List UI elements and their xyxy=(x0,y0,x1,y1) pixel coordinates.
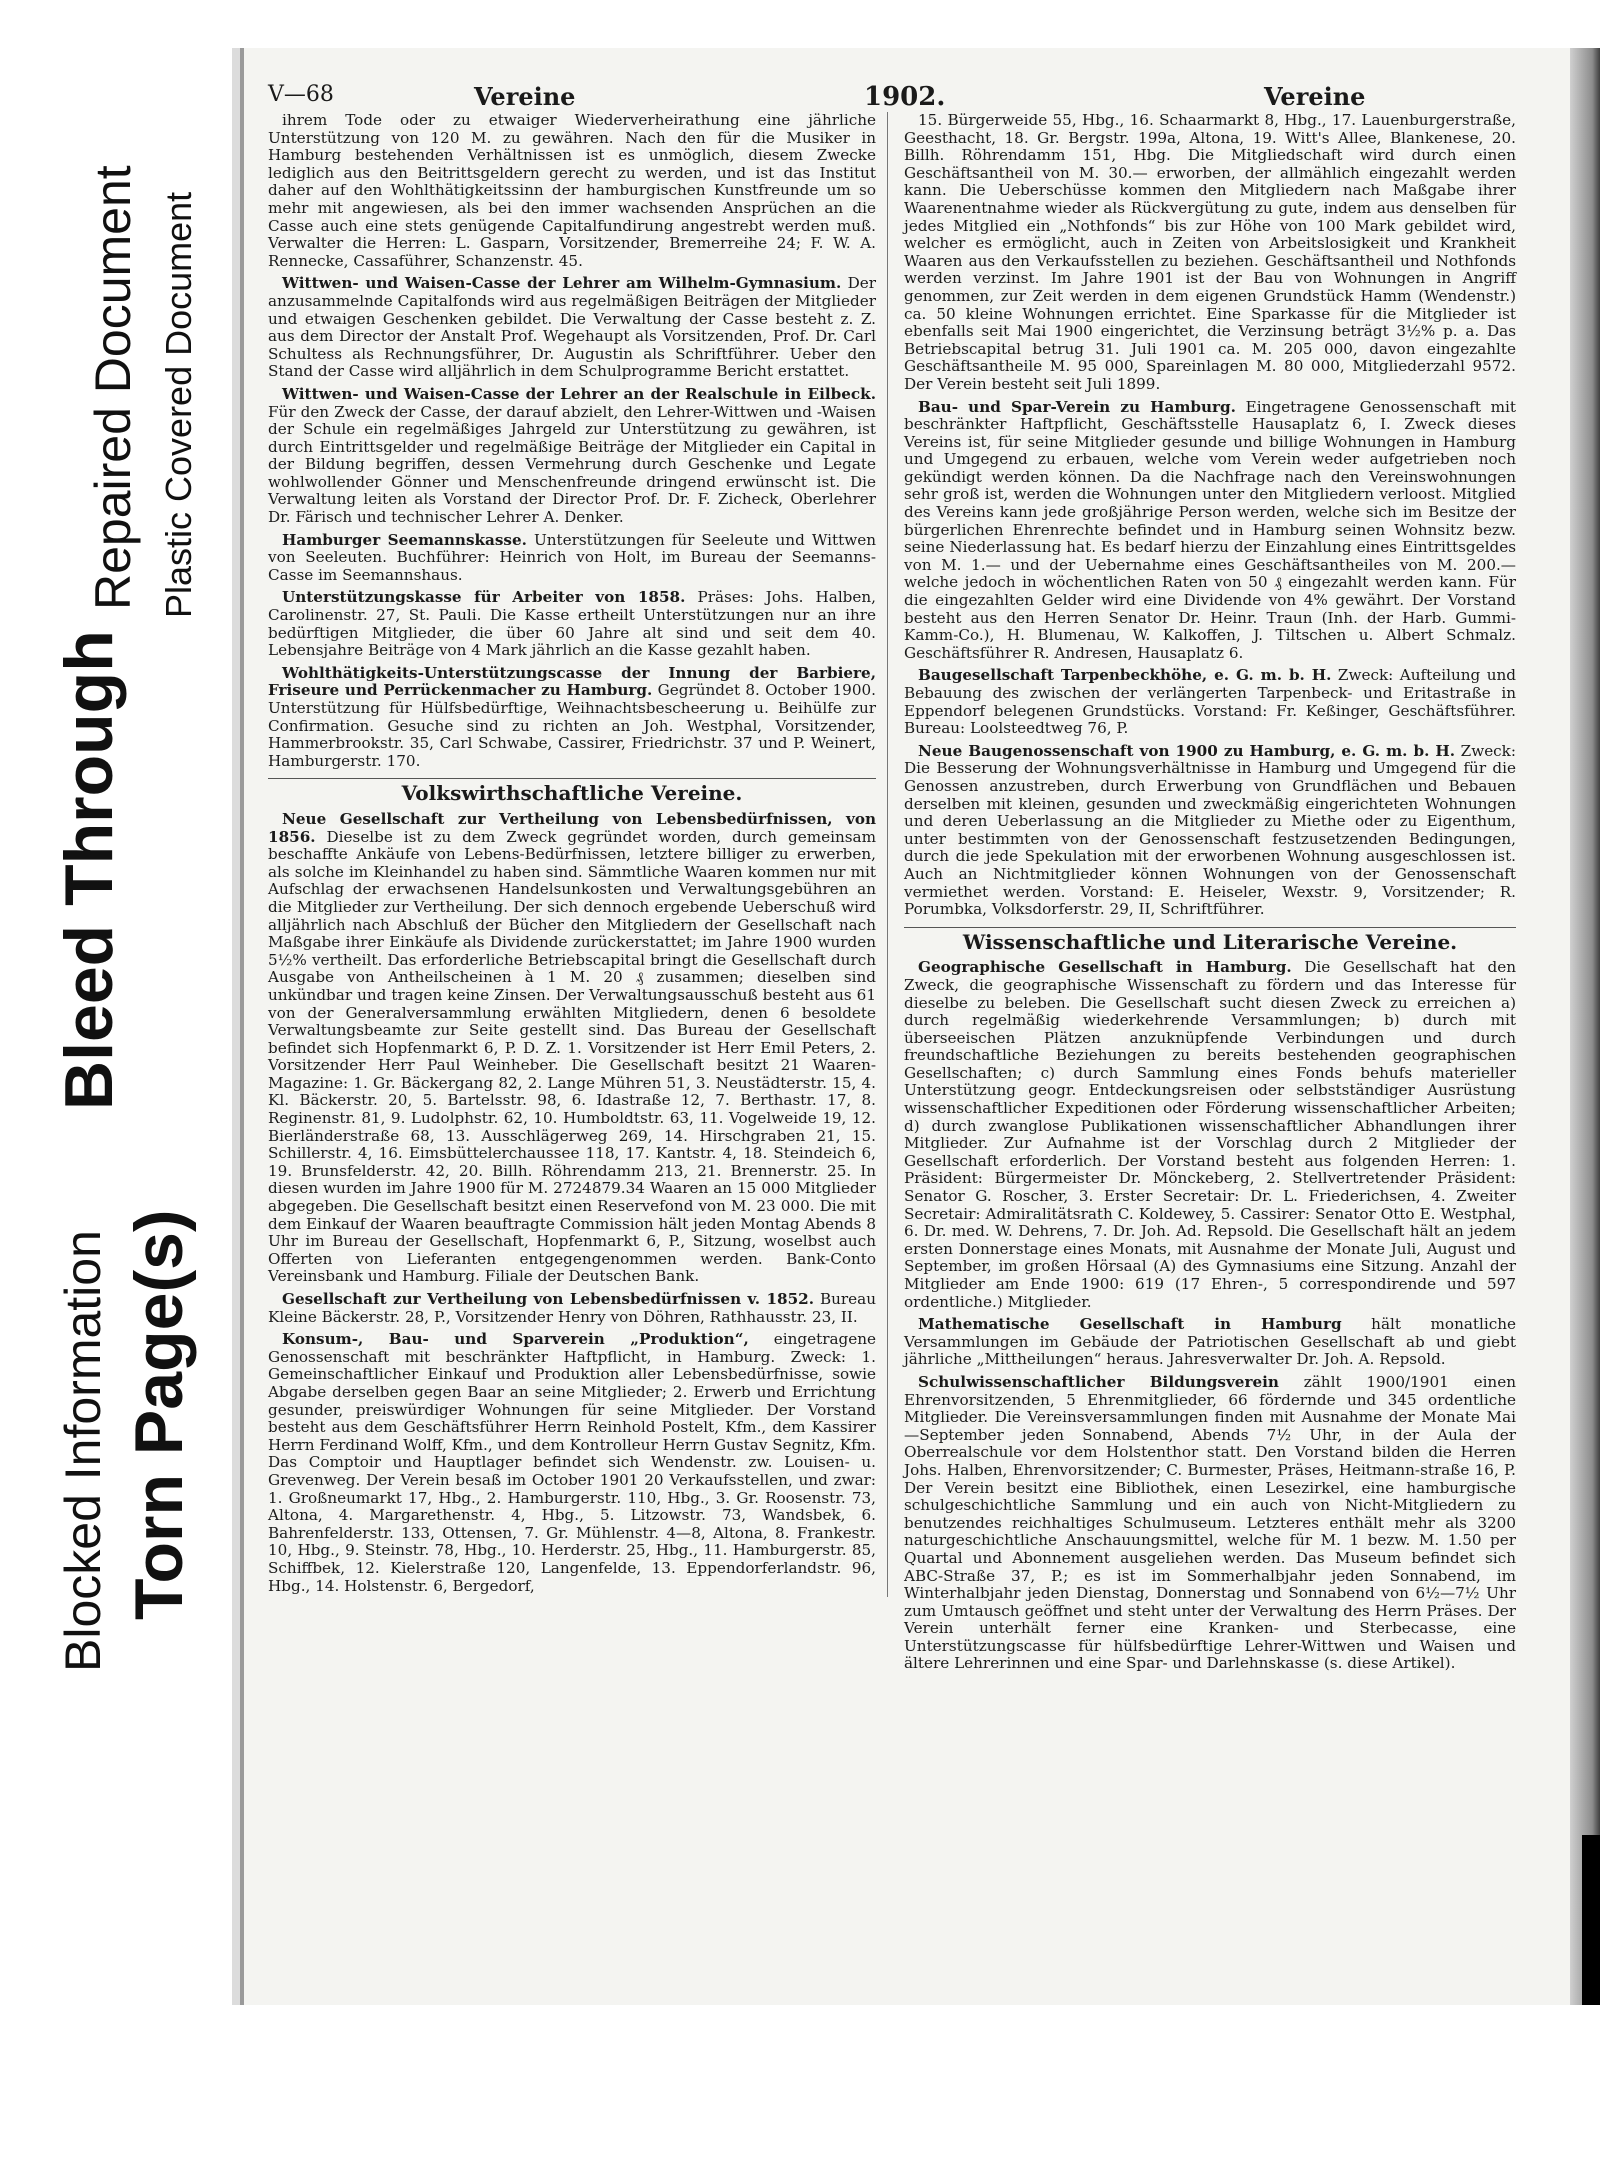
page-edge-shadow xyxy=(1570,48,1600,2005)
scanned-page xyxy=(232,48,1600,2005)
label-plastic-covered: Plastic Covered Document xyxy=(158,191,199,618)
entry-heading: Mathematische Gesellschaft in Hamburg xyxy=(918,1315,1342,1334)
entry-text: Für den Zweck der Casse, der darauf abzielt, den Lehrer-Wittwen und -Waisen der Schule ein regelmäßiges Jahrgeld zur Unterstützung zu gewähren, ist durch Eintrittsgelder und regelmäßige Beiträge der Mitglieder ein Capital in der Bildung begriffen, dessen Vermehrung durch Geschenke und Legate wohlwollender Gönner und Menschenfreunde dringend erwünscht ist. Die Verwaltung leiten als Vorstand der Director Prof. Dr. F. Zicheck, Oberlehrer Dr. Färisch und technischer Lehrer A. Denker. xyxy=(268,402,876,527)
entry-text: Unterstützungen für Seeleute und Wittwen von Seeleuten. Buchführer: Heinrich von Holt, im Bureau der Seemanns-Casse im Seemannshaus. xyxy=(268,530,876,584)
entry-paragraph xyxy=(268,665,876,771)
entry-heading: Neue Gesellschaft zur Vertheilung von Lebensbedürfnissen, von 1856. xyxy=(268,809,876,846)
entry-heading: Schulwissenschaftlicher Bildungsverein xyxy=(918,1372,1279,1391)
entry-text: 15. Bürgerweide 55, Hbg., 16. Schaarmarkt 8, Hbg., 17. Lauenburgerstraße, Geesthacht, 18. Gr. Bergstr. 199a, Altona, 19. Witt's Allee, Blankenese, 20. Billh. Röhrendamm 151, Hbg. Die Mitgliedschaft wird durch einen Geschäftsantheil von M. 30.— erworben, der allmählich eingezahlt werden kann. Die Ueberschüsse kommen den Mitgliedern nach Maßgabe ihrer Waarenentnahme wieder als Rückvergütung zu gute, indem aus denselben für jedes Mitglied ein „Nothfonds“ bis zur Höhe von 100 Mark gebildet wird, welcher es ermöglicht, auch in Zeiten von Arbeitslosigkeit und Krankheit Waaren aus den Verkaufsstellen zu beziehen. Geschäftsantheil und Nothfonds werden verzinst. Im Jahre 1901 ist der Bau von Wohnungen in Angriff genommen, zur Zeit werden in dem eigenen Grundstück Hamm (Wendenstr.) ca. 50 kleine Wohnungen errichtet. Eine Sparkasse für die Mitglieder ist ebenfalls seit Mai 1900 eingerichtet, die Verzinsung beträgt 3½% p. a. Das Betriebscapital betrug 31. Juli 1901 ca. M. 205 000, davon eingezahlte Geschäftsantheile M. 95 000, Spareinlagen M. 80 000, Mitgliederzahl 9572. Der Verein besteht seit Juli 1899. xyxy=(904,111,1516,393)
entry-paragraph xyxy=(904,743,1516,919)
entry-text: Gegründet 8. October 1900. Unterstützung für Hülfsbedürftige, Weihnachtsbescheerung u. Beihülfe zur Confirmation. Gesuche sind zu richten an Joh. Westphal, Vorsitzender, Hammerbrookstr. 35, Carl Schwabe, Cassirer, Friedrichstr. 37 und P. Weinert, Hamburgerstr. 170. xyxy=(268,681,877,770)
entry-heading: Wittwen- und Waisen-Casse der Lehrer an der Realschule in Eilbeck. xyxy=(282,384,876,403)
entry-paragraph xyxy=(904,667,1516,737)
section-heading: Volkswirthschaftliche Vereine. xyxy=(268,778,876,803)
entry-text: Präses: Johs. Halben, Carolinenstr. 27, St. Pauli. Die Kasse ertheilt Unterstützungen nur an ihre bedürftigen Mitglieder, die über 60 Jahre alt sind und seit dem 40. Lebensjahre Beiträge von 4 Mark jährlich an die Kasse gezahlt haben. xyxy=(268,588,876,660)
label-repaired-document: Repaired Document xyxy=(85,165,141,610)
entry-heading: Wohlthätigkeits-Unterstützungscasse der Innung der Barbiere, Friseure und Perrückenmacher zu Hamburg. xyxy=(268,663,876,700)
entry-heading: Neue Baugenossenschaft von 1900 zu Hamburg, e. G. m. b. H. xyxy=(918,741,1456,760)
entry-paragraph xyxy=(268,589,876,659)
entry-text: eingetragene Genossenschaft mit beschränkter Haftpflicht, in Hamburg. Zweck: 1. Gemeinschaftlicher Einkauf und Produktion aller Lebensbedürfnisse, sowie Abgabe derselben gegen Baar an seine Mitglieder; 2. Erwerb und Errichtung gesunder, preiswürdiger Wohnungen für seine Mitglieder. Der Vorstand besteht aus dem Geschäftsführer Herrn Reinhold Postelt, Kfm., dem Kassirer Herrn Ferdinand Wolff, Kfm., und dem Kontrolleur Herrn Gustav Segnitz, Kfm. Das Comptoir und Hauptlager befindet sich Wendenstr. zw. Louisen- u. Grevenweg. Der Verein besaß im October 1901 20 Verkaufsstellen, und zwar: 1. Großneumarkt 17, Hbg., 2. Hamburgerstr. 110, Hbg., 3. Gr. Roosenstr. 73, Altona, 4. Margarethenstr. 4, Hbg., 5. Litzowstr. 73, Wandsbek, 6. Bahrenfelderstr. 133, Ottensen, 7. Gr. Mühlenstr. 4—8, Altona, 8. Frankestr. 10, Hbg., 9. Steinstr. 78, Hbg., 10. Herderstr. 25, Hbg., 11. Hamburgerstr. 85, Schiffbek, 12. Kielerstraße 120, Langenfelde, 13. Eppendorferlandstr. 96, Hbg., 14. Holstenstr. 6, Bergedorf, xyxy=(268,1330,877,1595)
entry-heading: Wittwen- und Waisen-Casse der Lehrer am Wilhelm-Gymnasium. xyxy=(282,274,842,293)
entry-text: Zweck: Aufteilung und Bebauung des zwischen der verlängerten Tarpenbeck- und Eritastraße in Eppendorf belegenen Grundstücks. Vorstand: Fr. Keßinger, Geschäftsführer. Bureau: Loolsteedtweg 76, P. xyxy=(904,666,1516,738)
section-heading: Wissenschaftliche und Literarische Vereine. xyxy=(904,927,1516,952)
entry-text: Dieselbe ist zu dem Zweck gegründet worden, durch gemeinsam beschaffte Ankäufe von Lebens-Bedürfnissen, letztere billiger zu erwerben, als solche im Kleinhandel zu haben sind. Sämmtliche Waaren kommen nur mit Aufschlag der erwachsenen Handelsunkosten und Verwaltungsgebühren an die Mitglieder zur Vertheilung. Der sich dennoch ergebende Ueberschuß wird alljährlich nach Abschluß der Bücher den Mitgliedern der Gesellschaft nach Maßgabe ihrer Einkäufe als Dividende zurückerstattet; im Jahre 1900 wurden 5½% vertheilt. Das erforderliche Betriebscapital bringt die Gesellschaft durch Ausgabe von Antheilscheinen à 1 M. 20 ₰ zusammen; dieselben sind unkündbar und tragen keine Zinsen. Der Verwaltungsausschuß besteht aus 61 von der Generalversammlung erwählten Mitgliedern, denen 6 besoldete Verwaltungsbeamte zur Seite gestellt sind. Das Bureau der Gesellschaft befindet sich Hopfenmarkt 6, P. D. Z. 1. Vorsitzender ist Herr Emil Peters, 2. Vorsitzender Herr Paul Weinheber. Die Gesellschaft besitzt 21 Waaren-Magazine: 1. Gr. Bäckergang 82, 2. Lange Mühren 51, 3. Neustädterstr. 15, 4. Kl. Bäckerstr. 20, 5. Bartelsstr. 98, 6. Idastraße 12, 7. Berthastr. 17, 8. Reginenstr. 81, 9. Ludolphstr. 62, 10. Humboldtstr. 63, 11. Vogelweide 19, 12. Bierländerstraße 68, 13. Ausschlägerweg 269, 14. Hirschgraben 21, 15. Schillerstr. 4, 16. Eimsbüttelerchaussee 118, 17. Kantstr. 4, 18. Steindeich 6, 19. Brunsfelderstr. 42, 20. Billh. Röhrendamm 213, 21. Brennerstr. 25. In diesen wurden im Jahre 1900 für M. 2724879.34 Waaren an 15 000 Mitglieder abgegeben. Die Gesellschaft besitzt einen Reservefond von M. 23 000. Die mit dem Einkauf der Waaren beauftragte Commission hält jeden Montag Abends 8 Uhr im Bureau der Gesellschaft, Hopfenmarkt 6, P., Sitzung, woselbst auch Offerten von Lieferanten entgegengenommen werden. Bank-Conto Vereinsbank und Hamburg. Filiale der Deutschen Bank. xyxy=(268,827,876,1286)
entry-text: Zweck: Die Besserung der Wohnungsverhältnisse in Hamburg und Umgegend für die Genossen anzustreben, durch Erwerbung von Grundflächen und Bebauen derselben mit kleinen, gesunden und zweckmäßig eingerichteten Wohnungen und deren Ueberlassung an die Mitglieder zu Miethe oder zu Eigenthum, unter bestimmten von der Genossenschaft festzusetzenden Bedingungen, durch die jede Spekulation mit der erworbenen Wohnung ausgeschlossen ist. Auch an Nichtmitglieder können Wohnungen von der Genossenschaft vermiethet werden. Vorstand: E. Heiseler, Wexstr. 9, Vorsitzender; R. Porumbka, Volksdorferstr. 29, II, Schriftführer. xyxy=(904,741,1517,919)
entry-heading: Unterstützungskasse für Arbeiter von 1858. xyxy=(282,588,686,607)
entry-text: Der anzusammelnde Capitalfonds wird aus regelmäßigen Beiträgen der Mitglieder und etwaigen Geschenken gebildet. Die Verwaltung der Casse besteht z. Z. aus dem Director der Anstalt Prof. Wegehaupt als Vorsitzenden, Prof. Dr. Carl Schultess als Rechnungsführer, Dr. Augustin als Schriftführer. Ueber den Stand der Casse wird alljährlich in dem Schulprogramme Bericht erstattet. xyxy=(268,274,876,381)
entry-paragraph xyxy=(268,532,876,585)
entry-heading: Baugesellschaft Tarpenbeckhöhe, e. G. m. b. H. xyxy=(918,666,1332,685)
entry-paragraph xyxy=(904,1374,1516,1673)
label-torn-pages: Torn Page(s) xyxy=(121,1209,197,1620)
entry-text: hält monatliche Versammlungen im Gebäude der Patriotischen Gesellschaft ab und giebt jährliche „Mittheilungen“ heraus. Jahresverwalter Dr. Joh. A. Repsold. xyxy=(904,1315,1517,1369)
entry-paragraph xyxy=(268,275,876,381)
column-divider xyxy=(887,112,888,1597)
entry-heading: Konsum-, Bau- und Sparverein „Produktion“, xyxy=(282,1330,749,1349)
entry-text: Eingetragene Genossenschaft mit beschränkter Haftpflicht, Geschäftsstelle Hausaplatz 6, I. Zweck dieses Vereins ist, für seine Mitglieder gesunde und billige Wohnungen in Hamburg und Umgegend zu erbauen, welche vom Verein weder aufgetrieben noch gekündigt werden können. Da die Nachfrage nach den Vereinswohnungen sehr groß ist, werden die Wohnungen unter den Mitgliedern verloost. Mitglied des Vereins kann jede großjährige Person werden, welche sich im Besitze der bürgerlichen Ehrenrechte befindet und in Hamburg seinen Wohnsitz bezw. seine Niederlassung hat. Es bedarf hierzu der Einzahlung eines Eintrittsgeldes von M. 1.— und der Uebernahme eines Geschäftsantheiles von M. 200.— welche jedoch in wöchentlichen Raten von 50 ₰ eingezahlt werden kann. Für die eingezahlten Gelder wird eine Dividende von 4% gewährt. Der Vorstand besteht aus den Herren Senator Dr. Heinr. Traun (Inh. der Harb. Gummi-Kamm-Co.), H. Blumenau, W. Kalkoffen, J. Tiltschen u. Albert Schmalz. Geschäftsführer R. Andresen, Hausaplatz 6. xyxy=(904,397,1516,662)
entry-paragraph xyxy=(904,1316,1516,1369)
entry-text: Bureau Kleine Bäckerstr. 28, P., Vorsitzender Henry von Döhren, Rathhausstr. 23, II. xyxy=(268,1290,876,1326)
running-year: 1902. xyxy=(864,82,946,112)
entry-heading: Bau- und Spar-Verein zu Hamburg. xyxy=(918,397,1236,416)
entry-paragraph xyxy=(268,811,876,1286)
entry-heading: Gesellschaft zur Vertheilung von Lebensbedürfnissen v. 1852. xyxy=(282,1290,815,1308)
entry-text: ihrem Tode oder zu etwaiger Wiederverheirathung eine jährliche Unterstützung von 120 M. zu gewähren. Nach den für die Musiker in Hamburg bestehenden Verhältnissen ist es unmöglich, diesem Zwecke lediglich aus den Beitrittsgeldern gerecht zu werden, und ist das Institut daher auf den Wohlthätigkeitssinn der hamburgischen Kunstfreunde um so mehr mit angewiesen, als bei den immer wachsenden Ansprüchen an die Casse auch eine stets genügende Capitalfundirung angestrebt werden muß. Verwalter die Herren: L. Gasparn, Vorsitzender, Bremerreihe 24; F. W. A. Rennecke, Cassaführer, Schanzenstr. 45. xyxy=(268,111,876,270)
entry-paragraph xyxy=(268,1331,876,1595)
entry-paragraph xyxy=(904,959,1516,1311)
label-bleed-through: Bleed Through xyxy=(51,630,127,1110)
entry-text: zählt 1900/1901 einen Ehrenvorsitzenden, 5 Ehrenmitglieder, 66 fördernde und 345 ordentliche Mitglieder. Die Vereinsversammlungen finden mit Ausnahme der Monate Mai—September jeden Sonnabend, Abends 7½ Uhr, in der Aula der Oberrealschule vor dem Holstenthor statt. Den Vorstand bilden die Herren Johs. Halben, Ehrenvorsitzender; C. Burmester, Präses, Heitmann-straße 16, P. Der Verein besitzt eine Bibliothek, einen Lesezirkel, eine hamburgische schulgeschichtliche Sammlung und ein auch von Nicht-Mitgliedern zu benutzendes reichhaltiges Schulmuseum. Letzteres enthält mehr als 3200 naturgeschichtliche Anschauungsmittel, welche für M. 1 bezw. M. 1.50 per Quartal und Abonnement ausgeliehen werden. Das Museum befindet sich ABC-Straße 37, P.; es ist im Sommerhalbjahr jeden Sonnabend, im Winterhalbjahr jeden Dienstag, Donnerstag und Sonnabend von 6½—7½ Uhr zum Umtausch geöffnet und steht unter der Verwaltung des Herrn Präses. Der Verein unterhält ferner eine Kranken- und Sterbecasse, eine Unterstützungscasse für hülfsbedürftige Lehrer-Wittwen und Waisen und ältere Lehrerinnen und eine Spar- und Darlehnskasse (s. diese Artikel). xyxy=(904,1372,1516,1673)
paper-sheet xyxy=(240,48,1574,2005)
entry-text: Die Gesellschaft hat den Zweck, die geographische Wissenschaft zu fördern und das Interesse für dieselbe zu beleben. Die Gesellschaft sucht diesen Zweck zu erreichen a) durch regelmäßig wiederkehrende Versammlungen; b) durch mit überseeischen Plätzen anzuknüpfende Verbindungen und durch freundschaftliche Beziehungen zu bereits bestehenden geographischen Gesellschaften; c) durch Sammlung eines Fonds behufs materieller Unterstützung geogr. Entdeckungsreisen oder selbstständiger Ausrüstung wissenschaftlicher Expeditionen oder Förderung wissenschaftlicher Arbeiten; d) durch zwanglose Publikationen wissenschaftlicher Abhandlungen ihrer Mitglieder. Zur Aufnahme ist der Vorschlag durch 2 Mitglieder der Gesellschaft erforderlich. Der Vorstand besteht aus folgenden Herren: 1. Präsident: Bürgermeister Dr. Mönckeberg, 2. Stellvertretender Präsident: Senator G. Roscher, 3. Erster Secretair: Dr. L. Friederichsen, 4. Zweiter Secretair: Admiralitätsrath C. Koldewey, 5. Cassirer: Senator Otto E. Westphal, 6. Dr. med. W. Dehrens, 7. Dr. Joh. Ad. Repsold. Die Gesellschaft hält an jedem ersten Donnerstage eines Monats, mit Ausnahme der Monate Juli, August und September, im großen Hörsaal (A) des Gymnasiums eine Sitzung. Anzahl der Mitglieder am Ende 1900: 619 (17 Ehren-, 5 correspondirende und 597 ordentliche.) Mitglieder. xyxy=(904,958,1516,1311)
running-title-left: Vereine xyxy=(474,82,576,111)
entry-paragraph xyxy=(904,399,1516,663)
document-condition-labels xyxy=(0,0,232,2177)
entry-heading: Geographische Gesellschaft in Hamburg. xyxy=(918,958,1292,977)
right-text-column xyxy=(904,112,1516,1678)
entry-paragraph xyxy=(268,112,876,270)
running-title-right: Vereine xyxy=(1264,82,1366,111)
entry-heading: Hamburger Seemannskasse. xyxy=(282,530,527,549)
entry-paragraph xyxy=(268,1291,876,1326)
label-blocked-information: Blocked Information xyxy=(55,1230,111,1672)
left-text-column xyxy=(268,112,876,1600)
entry-paragraph xyxy=(904,112,1516,394)
page-number: V—68 xyxy=(268,82,334,107)
entry-paragraph xyxy=(268,386,876,527)
